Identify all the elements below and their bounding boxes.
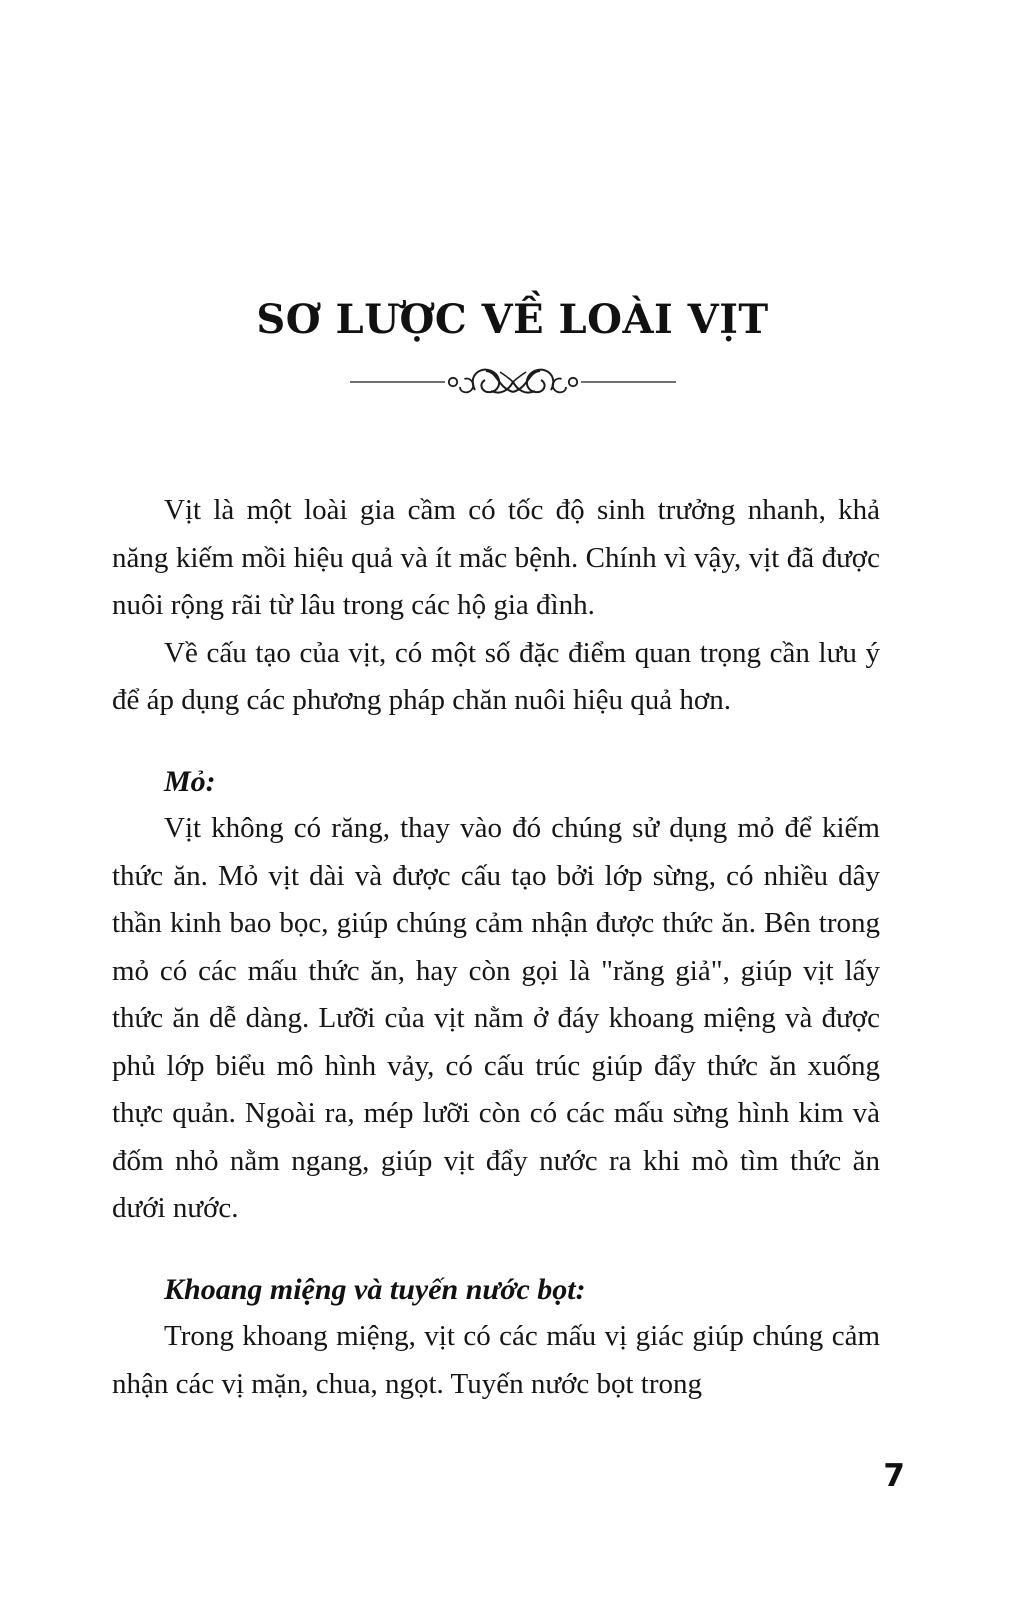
- flourish-icon: [350, 360, 676, 402]
- page-number: 7: [883, 1458, 905, 1494]
- chapter-title: SƠ LƯỢC VỀ LOÀI VỊT: [256, 296, 769, 343]
- paragraph-khoang-mieng: Trong khoang miệng, vịt có các mấu vị giác giúp chúng cảm nhận các vị mặn, chua, ngọt. Tuyến nước bọt trong: [112, 1320, 880, 1400]
- paragraph-mo: Vịt không có răng, thay vào đó chúng sử dụng mỏ để kiếm thức ăn. Mỏ vịt dài và được cấu tạo bởi lớp sừng, có nhiều dây thần kinh bao bọc, giúp chúng cảm nhận được thức ăn. Bên trong mỏ có các mấu thức ăn, hay còn gọi là "răng giả", giúp vịt lấy thức ăn dễ dàng. Lưỡi của vịt nằm ở đáy khoang miệng và được phủ lớp biểu mô hình vảy, có cấu trúc giúp đẩy thức ăn xuống thực quản. Ngoài ra, mép lưỡi còn có các mấu sừng hình kim và đốm nhỏ nằm ngang, giúp vịt đẩy nước ra khi mò tìm thức ăn dưới nước.: [112, 812, 880, 1224]
- ornamental-divider: [0, 360, 1025, 402]
- paragraph-intro: Vịt là một loài gia cầm có tốc độ sinh trưởng nhanh, khả năng kiếm mồi hiệu quả và ít mắc bệnh. Chính vì vậy, vịt đã được nuôi rộng rãi từ lâu trong các hộ gia đình.: [112, 494, 880, 621]
- section-heading-khoang-mieng: Khoang miệng và tuyến nước bọt:: [164, 1272, 586, 1306]
- body-text: [112, 487, 880, 1408]
- section-heading-mo: Mỏ:: [164, 764, 216, 798]
- paragraph-cau-tao: Về cấu tạo của vịt, có một số đặc điểm quan trọng cần lưu ý để áp dụng các phương pháp chăn nuôi hiệu quả hơn.: [112, 636, 880, 716]
